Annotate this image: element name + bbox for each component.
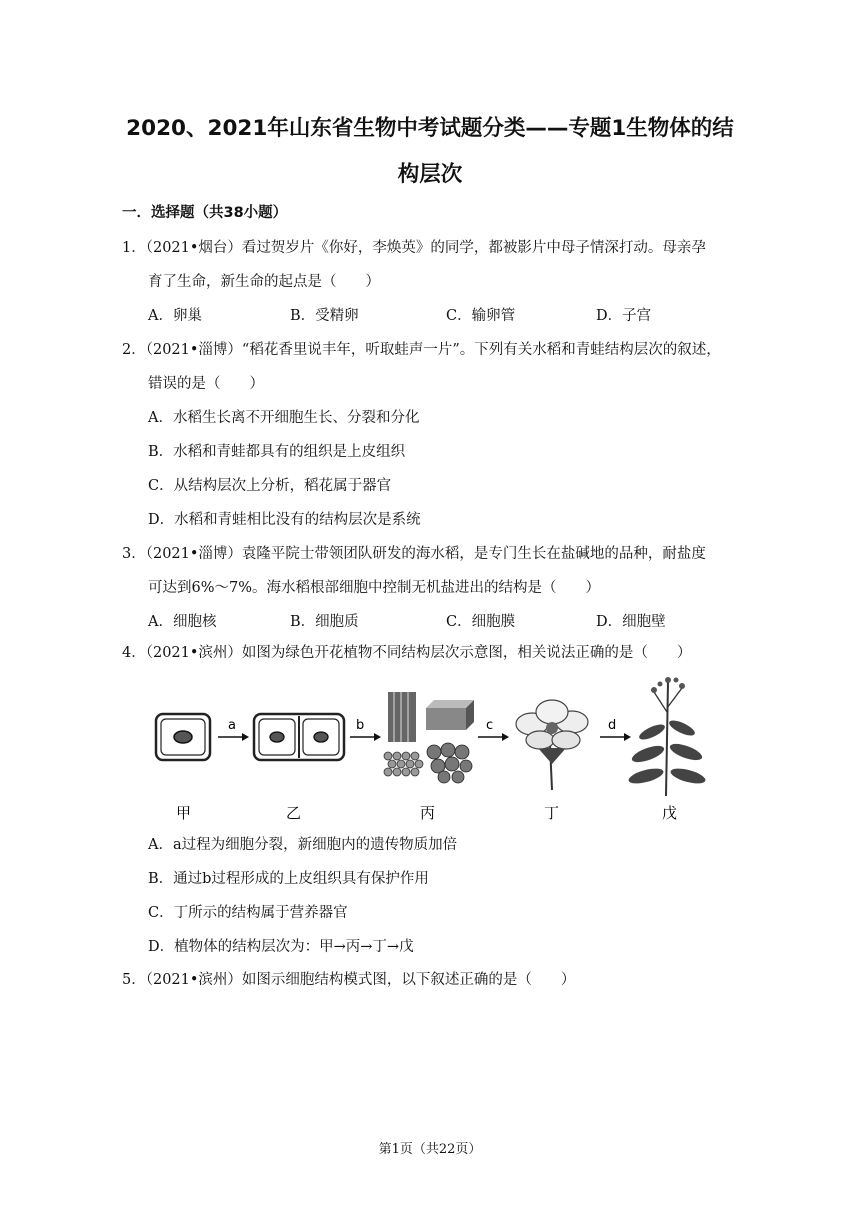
arrow-label-d: d <box>608 718 617 733</box>
title-line-2: 构层次 <box>397 162 463 187</box>
q4-option-c[interactable]: C．丁所示的结构属于营养器官 <box>148 905 348 921</box>
q1-option-d[interactable]: D．子宫 <box>596 308 652 324</box>
cell-single-figure <box>156 714 210 760</box>
q4-option-d[interactable]: D．植物体的结构层次为：甲→丙→丁→戊 <box>148 939 414 955</box>
tissues-figure <box>384 692 474 783</box>
arrow-label-c: c <box>486 718 494 733</box>
q3-option-c[interactable]: C．细胞膜 <box>446 614 516 630</box>
stage-label-ding: 丁 <box>544 804 560 822</box>
stage-label-yi: 乙 <box>286 804 302 822</box>
question-5-stem: 5．（2021•滨州）如图示细胞结构模式图，以下叙述正确的是（ ） <box>122 972 576 988</box>
q1-option-a[interactable]: A．卵巢 <box>148 308 202 324</box>
section-heading: 一．选择题（共38小题） <box>122 205 288 221</box>
q3-option-b[interactable]: B．细胞质 <box>290 614 359 630</box>
plant-figure <box>627 677 707 796</box>
flower-figure <box>516 700 588 790</box>
q2-option-a[interactable]: A．水稻生长离不开细胞生长、分裂和分化 <box>148 410 420 426</box>
cell-double-figure <box>254 714 344 760</box>
arrow-label-b: b <box>356 718 365 733</box>
page-footer: 第1页（共22页） <box>378 1142 482 1157</box>
q4-option-a[interactable]: A．a过程为细胞分裂，新细胞内的遗传物质加倍 <box>148 837 458 853</box>
arrow-c <box>478 718 509 741</box>
arrow-b <box>350 718 381 741</box>
arrow-a <box>218 718 249 741</box>
document-title <box>120 106 740 198</box>
question-1-stem: 1．（2021•烟台）看过贺岁片《你好，李焕英》的同学，都被影片中母子情深打动。母亲孕 <box>122 240 706 256</box>
arrow-d <box>600 718 631 741</box>
q2-option-b[interactable]: B．水稻和青蛙都具有的组织是上皮组织 <box>148 444 406 460</box>
question-2-stem: 2．（2021•淄博）“稻花香里说丰年，听取蛙声一片”。下列有关水稻和青蛙结构层次的叙述， <box>122 342 721 358</box>
q3-option-d[interactable]: D．细胞壁 <box>596 614 666 630</box>
question-2-stem-cont: 错误的是（ ） <box>148 376 264 392</box>
q3-option-a[interactable]: A．细胞核 <box>148 614 217 630</box>
question-3-stem: 3．（2021•淄博）袁隆平院士带领团队研发的海水稻，是专门生长在盐碱地的品种，耐盐度 <box>122 546 706 562</box>
stage-label-jia: 甲 <box>176 804 192 822</box>
stage-label-wu: 戊 <box>662 804 678 822</box>
q2-option-c[interactable]: C．从结构层次上分析，稻花属于器官 <box>148 478 392 494</box>
q1-option-b[interactable]: B．受精卵 <box>290 308 359 324</box>
q1-option-c[interactable]: C．输卵管 <box>446 308 516 324</box>
question-3-stem-cont: 可达到6%～7%。海水稻根部细胞中控制无机盐进出的结构是（ ） <box>148 580 601 596</box>
question-4-stem: 4．（2021•滨州）如图为绿色开花植物不同结构层次示意图，相关说法正确的是（ ） <box>122 645 692 661</box>
arrow-label-a: a <box>228 718 236 733</box>
plant-structure-figure <box>148 672 748 824</box>
title-line-1: 2020、2021年山东省生物中考试题分类——专题1生物体的结 <box>126 116 734 141</box>
q4-option-b[interactable]: B．通过b过程形成的上皮组织具有保护作用 <box>148 871 429 887</box>
q2-option-d[interactable]: D．水稻和青蛙相比没有的结构层次是系统 <box>148 512 421 528</box>
stage-label-bing: 丙 <box>420 804 436 822</box>
question-1-stem-cont: 育了生命，新生命的起点是（ ） <box>148 274 380 290</box>
